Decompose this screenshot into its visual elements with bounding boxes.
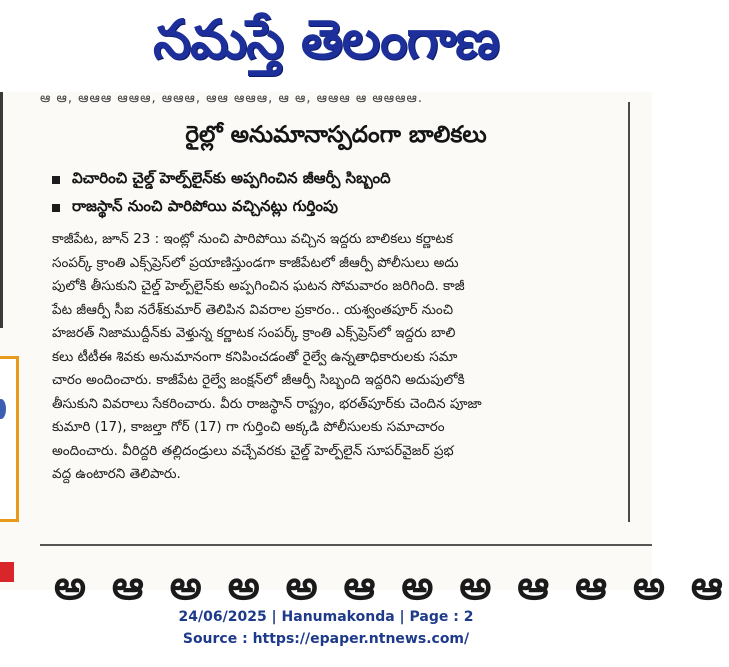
body-line: వద్ద ఉంటారని తెలిపారు. [52,466,181,482]
article-body [52,228,622,487]
column-divider-bottom [40,544,652,546]
body-line: కాజీపేట, జూన్ 23 : ఇంట్లో నుంచి పారిపోయి వచ్చిన ఇద్దరు బాలికలు కర్ణాటక [52,231,453,247]
source-url: Source : https://epaper.ntnews.com/ [182,631,470,647]
newspaper-logo: నమస్తే తెలంగాణ [153,7,499,71]
body-line: హజరత్ నిజాముద్దీన్‌కు వెళ్తున్న కర్ణాటక సంపర్క్ క్రాంతి ఎక్స్‌ప్రెస్‌లో ఇద్దరు బాలి [52,325,456,341]
body-line: కలు టీటీఈ శివకు అనుమానంగా కనిపించడంతో రైల్వే ఉన్నతాధికారులకు సమా [52,348,458,365]
body-line: అందించారు. వీరిద్దరి తల్లిదండ్రులు వచ్చేవరకు చైల్డ్ హెల్ప్‌లైన్ సూపర్‌వైజర్ ప్రభ [52,442,454,459]
column-divider-right [628,102,630,522]
body-line: పులోకి తీసుకుని చైల్డ్ హెల్ప్‌లైన్‌కు అప్పగించిన ఘటన సోమవారం జరిగింది. కాజీ [52,278,465,294]
body-line: కుమారి (17), కాజల్తా గోర్ (17) గా గుర్తించి అక్కడి పోలీసులకు సమాచారం [52,419,445,435]
subheading-item [52,166,622,194]
column-divider-left [0,92,3,328]
masthead [0,0,652,92]
source-footer [0,590,652,667]
article-headline: రైల్లో అనుమానాస్పదంగా బాలికలు [185,122,487,148]
subheading-text: రాజస్థాన్ నుంచి పారిపోయి వచ్చినట్లు గుర్తింపు [72,197,338,215]
adjacent-ad-fragment [0,356,19,522]
previous-article-cut-line: ఆ ఆ, ఆఆఆ ఆఆఆ, ఆఆఆ, ఆఆ ఆఆఆ, ఆ ఆ, ఆఆఆ ఆ ఆఆఆఆ. [40,91,423,106]
newspaper-clipping [0,91,729,609]
body-line: తీసుకుని వివరాలు సేకరించారు. వీరు రాజస్థాన్ రాష్ట్రం, భరత్‌పూర్‌కు చెందిన పూజా [52,395,482,412]
subheading-item [52,194,622,222]
adjacent-red-fragment [0,562,14,582]
body-line: పేట జీఆర్పీ సీఐ నరేశ్‌కుమార్ తెలిపిన వివరాల ప్రకారం.. యశ్వంతపూర్ నుంచి [52,301,454,318]
ad-logo-fragment [0,399,6,419]
next-article-headline-cut: అ ఆ అ అ అ ఆ అ అ ఆ ఆ అ ఆ [54,563,729,609]
square-bullet-icon [52,176,60,184]
body-line: సంపర్క్ క్రాంతి ఎక్స్‌ప్రెస్‌లో ప్రయాణిస్తుండగా కాజీపేటలో జీఆర్పీ పోలీసులు అదు [52,254,459,271]
subheading-text: విచారించి చైల్డ్ హెల్ప్‌లైన్‌కు అప్పగించిన జీఆర్పీ సిబ్బంది [72,169,391,187]
date-edition-page: 24/06/2025 | Hanumakonda | Page : 2 [178,609,474,625]
subheading-list [52,166,622,222]
body-line: చారం అందించారు. కాజీపేట రైల్వే జంక్షన్‌లో జీఆర్పీ సిబ్బంది ఇద్దరిని అదుపులోకి [52,372,465,388]
square-bullet-icon [52,204,60,212]
